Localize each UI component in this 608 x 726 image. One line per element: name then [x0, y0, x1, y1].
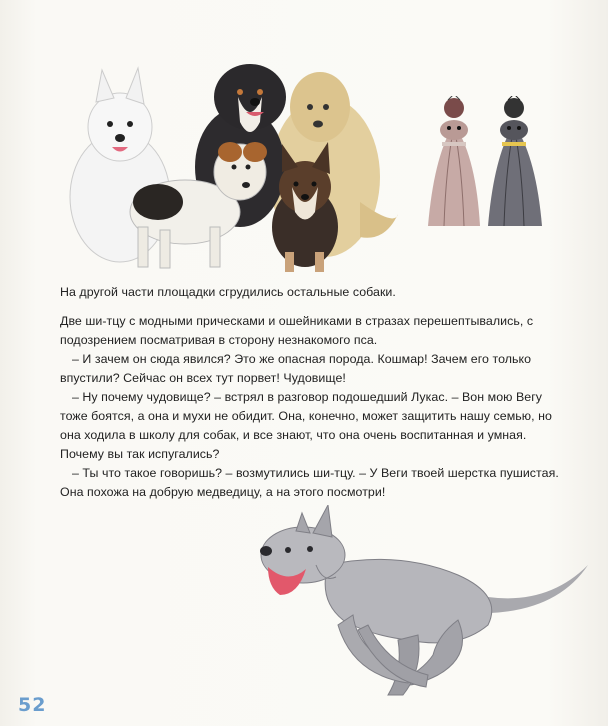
story-text: [60, 283, 560, 502]
paragraph-1: На другой части площадки сгрудились остальные собаки.: [60, 285, 396, 299]
paragraph-5: – Ты что такое говоришь? – возмутились ши-тцу. – У Веги твоей шерстка пушистая. Она похожа на добрую медведицу, а на этого посмотри!: [60, 466, 559, 499]
shih-tzu-illustration: [424, 96, 546, 232]
dogs-group-illustration: [60, 52, 405, 274]
running-grey-dog-illustration: [258, 505, 594, 700]
paragraph-4: – Ну почему чудовище? – встрял в разговор подошедший Лукас. – Вон мою Вегу тоже боятся, а она и мухи не обидит. Она, конечно, может защитить нашу семью, но она ходила в школу для собак, и все знают, что она очень воспитанная и умная. Почему вы так испугались?: [60, 390, 552, 461]
grey-dog: [260, 505, 588, 695]
shih-tzu-left: [428, 96, 480, 226]
paragraph-2: Две ши-тцу с модными прическами и ошейниками в стразах перешептывались, с подозрением посматривая в сторону незнакомого пса.: [60, 314, 534, 347]
paragraph-3: – И зачем он сюда явился? Это же опасная порода. Кошмар! Зачем его только впустили? Сейчас он всех тут порвет! Чудовище!: [60, 352, 532, 385]
shih-tzu-right: [488, 96, 542, 226]
page-number: 52: [18, 694, 47, 716]
